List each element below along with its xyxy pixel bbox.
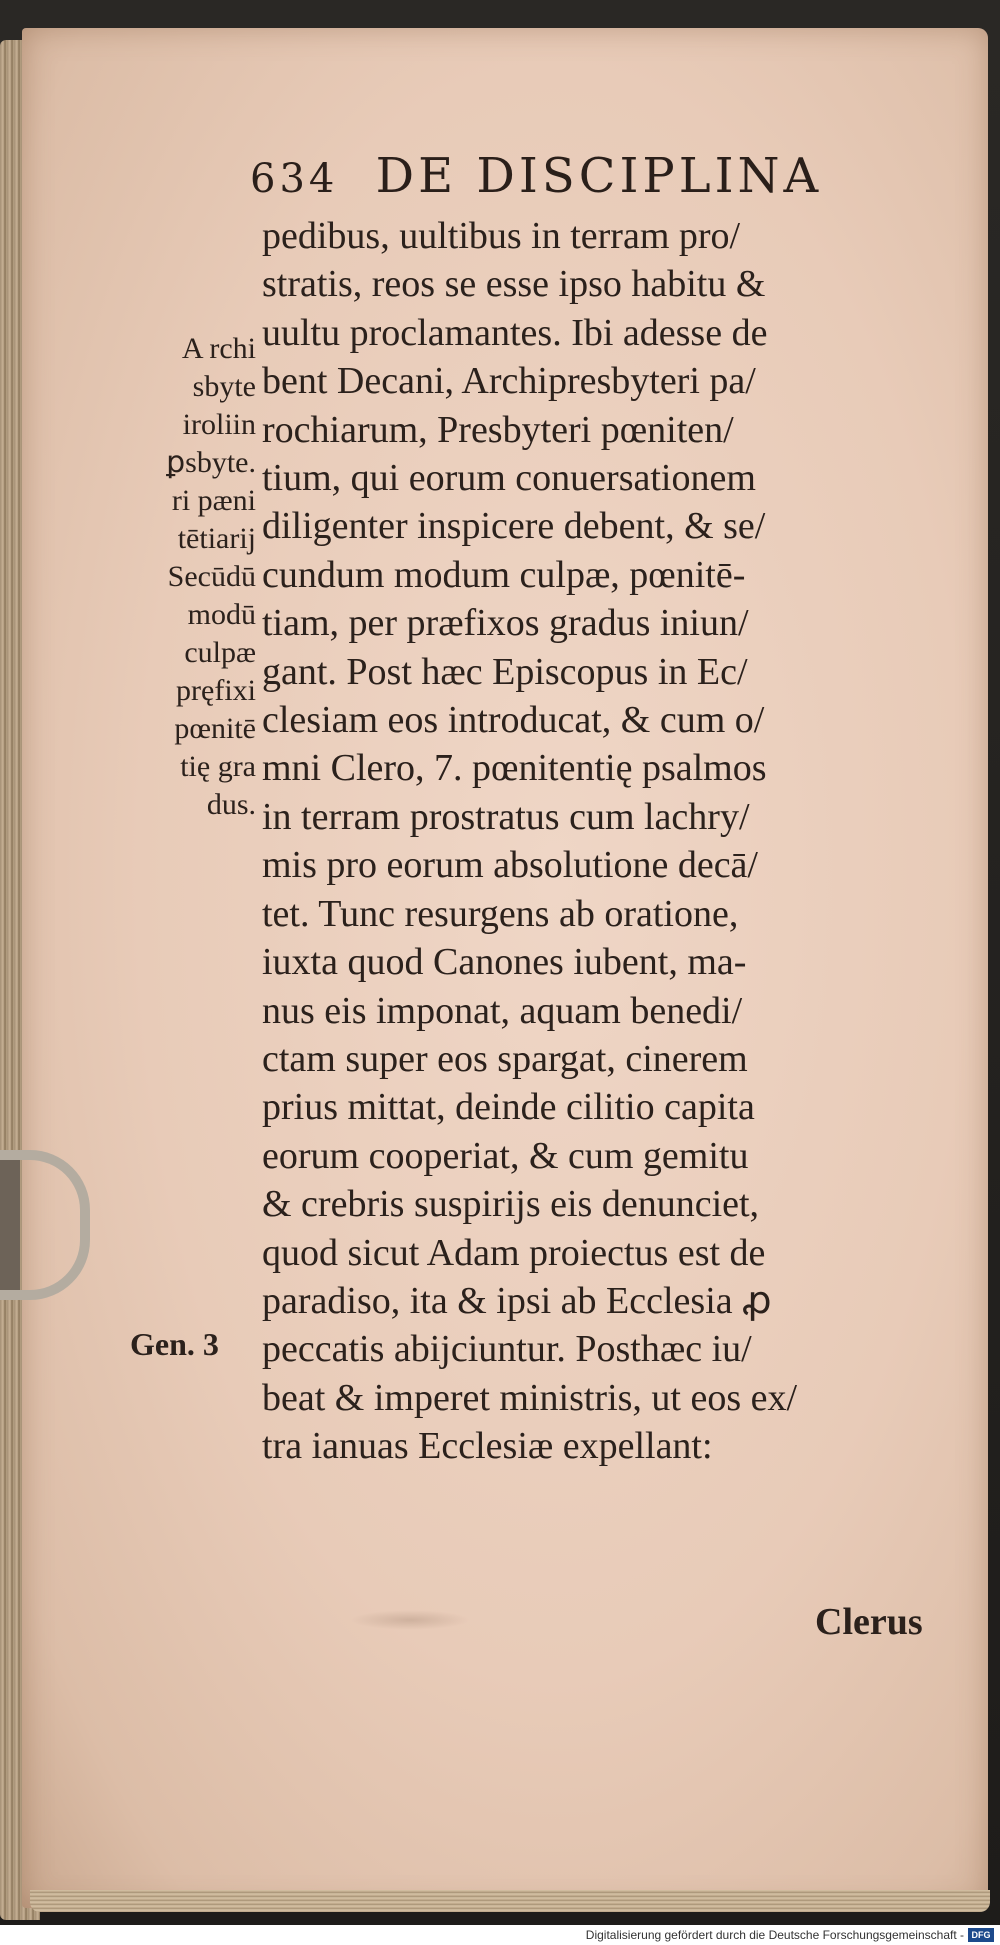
text-line: tra ianuas Ecclesiæ expellant: xyxy=(262,1425,713,1468)
digitization-credit: Digitalisierung gefördert durch die Deutsche Forschungsgemeinschaft - xyxy=(585,1928,964,1942)
page-number: 634 xyxy=(250,156,339,202)
text-line: tet. Tunc resurgens ab oratione, xyxy=(262,892,739,935)
book-clasp xyxy=(0,1150,90,1300)
running-head-title: DE DISCIPLINA xyxy=(375,148,823,204)
marginal-note-line: sbyte xyxy=(192,370,256,403)
dfg-logo: DFG xyxy=(968,1928,994,1942)
text-line: & crebris suspirijs eis denunciet, xyxy=(262,1183,760,1226)
catchword: Clerus xyxy=(815,1601,923,1643)
marginal-note-line: Secūdū xyxy=(167,560,256,593)
text-line: beat & imperet ministris, ut eos ex/ xyxy=(262,1376,798,1419)
text-line: cundum modum culpæ, pœnitē- xyxy=(262,553,746,596)
text-line: ctam super eos spargat, cinerem xyxy=(262,1037,748,1080)
marginal-note-line: culpæ xyxy=(184,636,256,669)
ink-smudge xyxy=(350,1610,470,1630)
text-line: rochiarum, Presbyteri pœniten/ xyxy=(262,408,734,451)
text-line: diligenter inspicere debent, & se/ xyxy=(262,505,766,548)
text-line: uultu proclamantes. Ibi adesse de xyxy=(262,311,768,354)
text-line: eorum cooperiat, & cum gemitu xyxy=(262,1134,749,1177)
marginal-note-line: pręfixi xyxy=(176,674,256,707)
page-bottom-edge xyxy=(30,1890,990,1912)
text-line: iuxta quod Canones iubent, ma- xyxy=(262,941,747,984)
text-line: mni Clero, 7. pœnitentię psalmos xyxy=(262,747,767,790)
text-line: stratis, reos se esse ipso habitu & xyxy=(262,263,766,306)
text-line: mis pro eorum absolutione decā/ xyxy=(262,844,758,887)
text-line: clesiam eos introducat, & cum o/ xyxy=(262,699,765,742)
marginal-note-line: tētiarij xyxy=(177,522,256,555)
marginal-note-line: ri pæni xyxy=(171,484,256,517)
marginal-note-line: iroliin xyxy=(182,408,256,441)
text-line: bent Decani, Archipresbyteri pa/ xyxy=(262,360,756,403)
text-line: in terram prostratus cum lachry/ xyxy=(262,795,750,838)
running-header xyxy=(250,148,970,208)
text-line: quod sicut Adam proiectus est de xyxy=(262,1231,766,1274)
text-line: nus eis imponat, aquam benedi/ xyxy=(262,989,743,1032)
text-line: prius mittat, deinde cilitio capita xyxy=(262,1086,755,1129)
marginal-note-line: ꝑsbyte. xyxy=(166,446,256,479)
text-line: paradiso, ita & ipsi ab Ecclesia ꝓ xyxy=(262,1279,772,1322)
text-line: tium, qui eorum conuersationem xyxy=(262,457,756,500)
text-line: peccatis abijciuntur. Posthæc iu/ xyxy=(262,1328,752,1371)
main-text-block xyxy=(262,212,972,1471)
marginal-note-line: tię gra xyxy=(180,750,256,783)
margin-reference: Gen. 3 xyxy=(130,1326,219,1362)
marginal-note-line: dus. xyxy=(206,788,256,821)
text-line: pedibus, uultibus in terram pro/ xyxy=(262,215,741,257)
text-line: gant. Post hæc Episcopus in Ec/ xyxy=(262,650,748,693)
text-line: tiam, per præfixos gradus iniun/ xyxy=(262,602,749,645)
marginal-note-line: A rchi xyxy=(181,332,256,365)
marginal-note xyxy=(96,330,256,824)
marginal-note-line: modū xyxy=(187,598,256,631)
marginal-note-line: pœnitē xyxy=(174,712,256,745)
